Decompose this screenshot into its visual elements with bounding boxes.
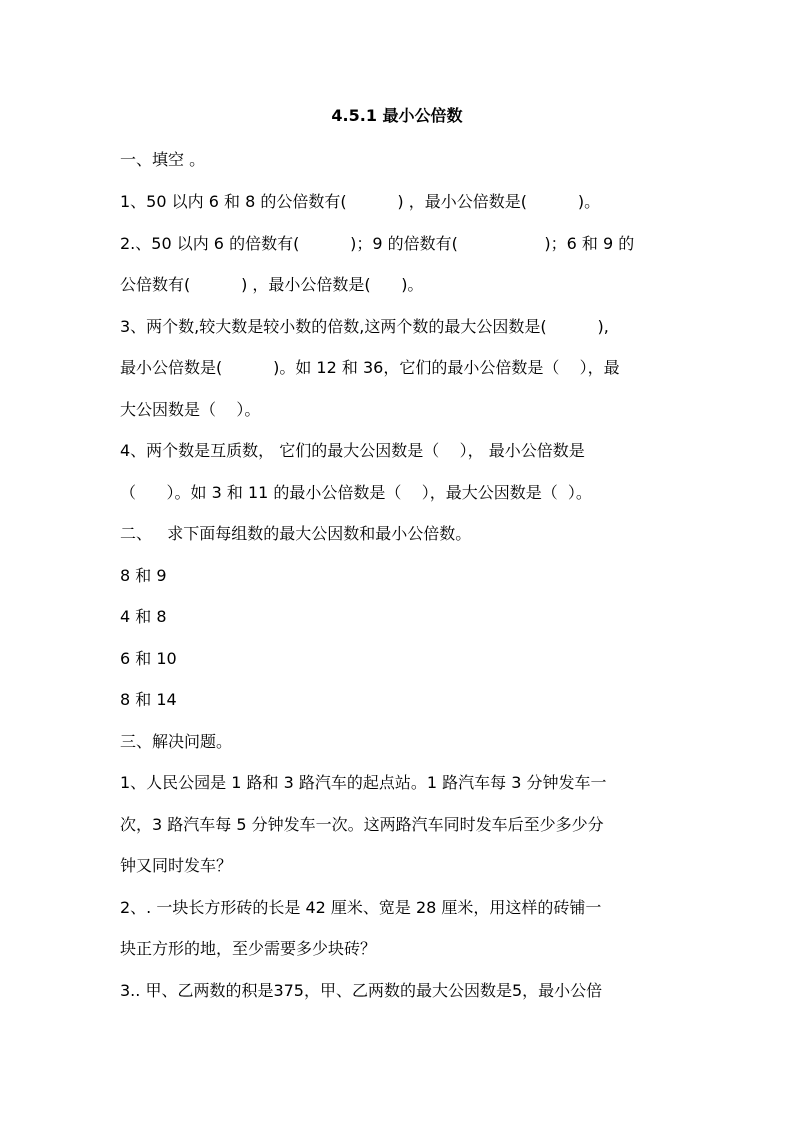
problem-2-line-2: 块正方形的地，至少需要多少块砖？	[120, 939, 377, 958]
number-pair-3: 6 和 10	[120, 649, 177, 668]
fill-question-2-line-1: 2.、50 以内 6 的倍数有( )；9 的倍数有( )；6 和 9 的	[120, 234, 635, 253]
section-1-heading: 一、填空 。	[120, 150, 206, 169]
fill-question-2-line-2: 公倍数有( ) ，最小公倍数是( )。	[120, 275, 424, 294]
problem-1-line-1: 1、人民公园是 1 路和 3 路汽车的起点站。1 路汽车每 3 分钟发车一	[120, 773, 607, 792]
number-pair-2: 4 和 8	[120, 607, 167, 626]
page-title: 4.5.1 最小公倍数	[331, 106, 463, 125]
section-3-heading: 三、解决问题。	[120, 732, 233, 751]
fill-question-4-line-1: 4、两个数是互质数， 它们的最大公因数是（ ）， 最小公倍数是	[120, 441, 585, 460]
section-2-heading: 二、 求下面每组数的最大公因数和最小公倍数。	[120, 524, 472, 543]
fill-question-3-line-2: 最小公倍数是( )。如 12 和 36，它们的最小公倍数是（ ），最	[120, 358, 620, 377]
problem-3-line-1: 3.. 甲、乙两数的积是375，甲、乙两数的最大公因数是5，最小公倍	[120, 981, 603, 1000]
fill-question-3-line-3: 大公因数是（ ）。	[120, 400, 261, 419]
problem-2-line-1: 2、. 一块长方形砖的长是 42 厘米、宽是 28 厘米，用这样的砖铺一	[120, 898, 602, 917]
fill-question-4-line-2: （ ）。如 3 和 11 的最小公倍数是（ ），最大公因数是（ ）。	[120, 483, 592, 502]
problem-1-line-2: 次，3 路汽车每 5 分钟发车一次。这两路汽车同时发车后至少多少分	[120, 815, 604, 834]
fill-question-1: 1、50 以内 6 和 8 的公倍数有( ) ，最小公倍数是( )。	[120, 192, 601, 211]
number-pair-1: 8 和 9	[120, 566, 167, 585]
fill-question-3-line-1: 3、两个数,较大数是较小数的倍数,这两个数的最大公因数是( ),	[120, 317, 609, 336]
number-pair-4: 8 和 14	[120, 690, 177, 709]
problem-1-line-3: 钟又同时发车？	[120, 856, 233, 875]
